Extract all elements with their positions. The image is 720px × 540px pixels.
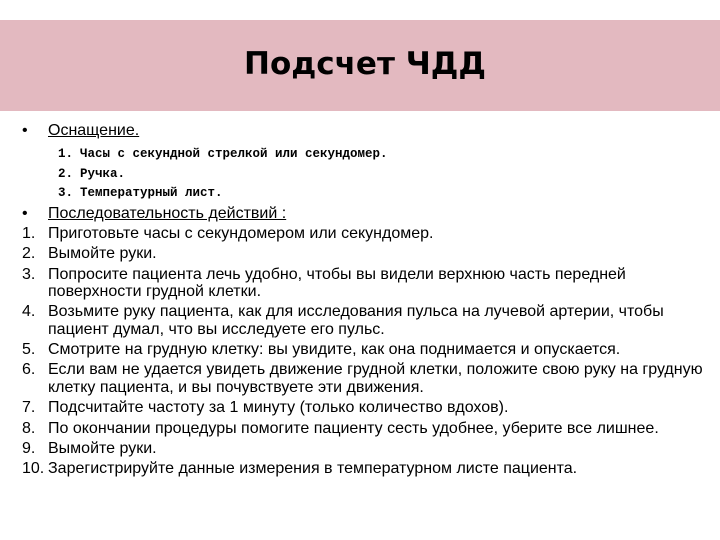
step-text: Вымойте руки.: [48, 245, 157, 263]
procedure-steps: [22, 225, 712, 480]
step-item: [22, 341, 712, 359]
step-text: Смотрите на грудную клетку: вы увидите, как она поднимается и опускается.: [48, 341, 621, 359]
step-number: 6.: [22, 361, 36, 379]
step-item: [22, 460, 712, 478]
step-number: 2.: [22, 245, 36, 263]
slide-title: Подсчет ЧДД: [244, 46, 486, 82]
item-number: 1.: [58, 147, 74, 161]
step-item: [22, 399, 712, 417]
equipment-heading: Оснащение.: [48, 122, 140, 139]
step-item: [22, 361, 712, 396]
step-number: 3.: [22, 265, 36, 283]
step-number: 10.: [22, 460, 45, 478]
step-item: [22, 266, 712, 301]
equipment-list: [58, 145, 388, 204]
step-text: Зарегистрируйте данные измерения в температурном листе пациента.: [48, 460, 578, 478]
procedure-heading-row: [22, 204, 286, 224]
step-text: Возьмите руку пациента, как для исследования пульса на лучевой артерии, чтобы пациент думал, что вы исследуете его пульс.: [48, 303, 664, 338]
step-text: Вымойте руки.: [48, 439, 157, 457]
step-text: Приготовьте часы с секундомером или секундомер.: [48, 225, 434, 242]
step-number: 4.: [22, 303, 36, 321]
step-item: [22, 440, 712, 458]
procedure-heading: Последовательность действий :: [48, 205, 287, 222]
item-text: Температурный лист.: [80, 186, 223, 200]
step-number: 7.: [22, 399, 36, 417]
item-number: 3.: [58, 186, 74, 200]
step-text: Если вам не удается увидеть движение грудной клетки, положите свою руку на грудную клетку пациента, и вы почувствуете эти движения.: [48, 361, 703, 396]
step-text: Подсчитайте частоту за 1 минуту (только количество вдохов).: [48, 399, 509, 417]
step-text: Попросите пациента лечь удобно, чтобы вы видели верхнюю часть передней поверхности грудной клетки.: [48, 265, 626, 301]
equipment-item: [58, 145, 388, 165]
step-number: 5.: [22, 341, 36, 359]
step-number: 9.: [22, 439, 36, 457]
step-item: [22, 303, 712, 338]
bullet: •: [22, 205, 28, 222]
equipment-heading-row: [22, 121, 139, 141]
step-text: По окончании процедуры помогите пациенту сесть удобнее, уберите все лишнее.: [48, 419, 659, 437]
step-number: 1.: [22, 225, 36, 242]
item-text: Ручка.: [80, 166, 126, 181]
bullet: •: [22, 122, 28, 139]
step-number: 8.: [22, 419, 36, 437]
equipment-item: [58, 184, 388, 204]
item-number: 2.: [58, 166, 74, 181]
item-text: Часы с секундной стрелкой или секундомер.: [80, 147, 388, 161]
step-item: [22, 225, 712, 243]
equipment-item: [58, 165, 388, 185]
step-item: [22, 245, 712, 263]
step-item: [22, 420, 712, 438]
